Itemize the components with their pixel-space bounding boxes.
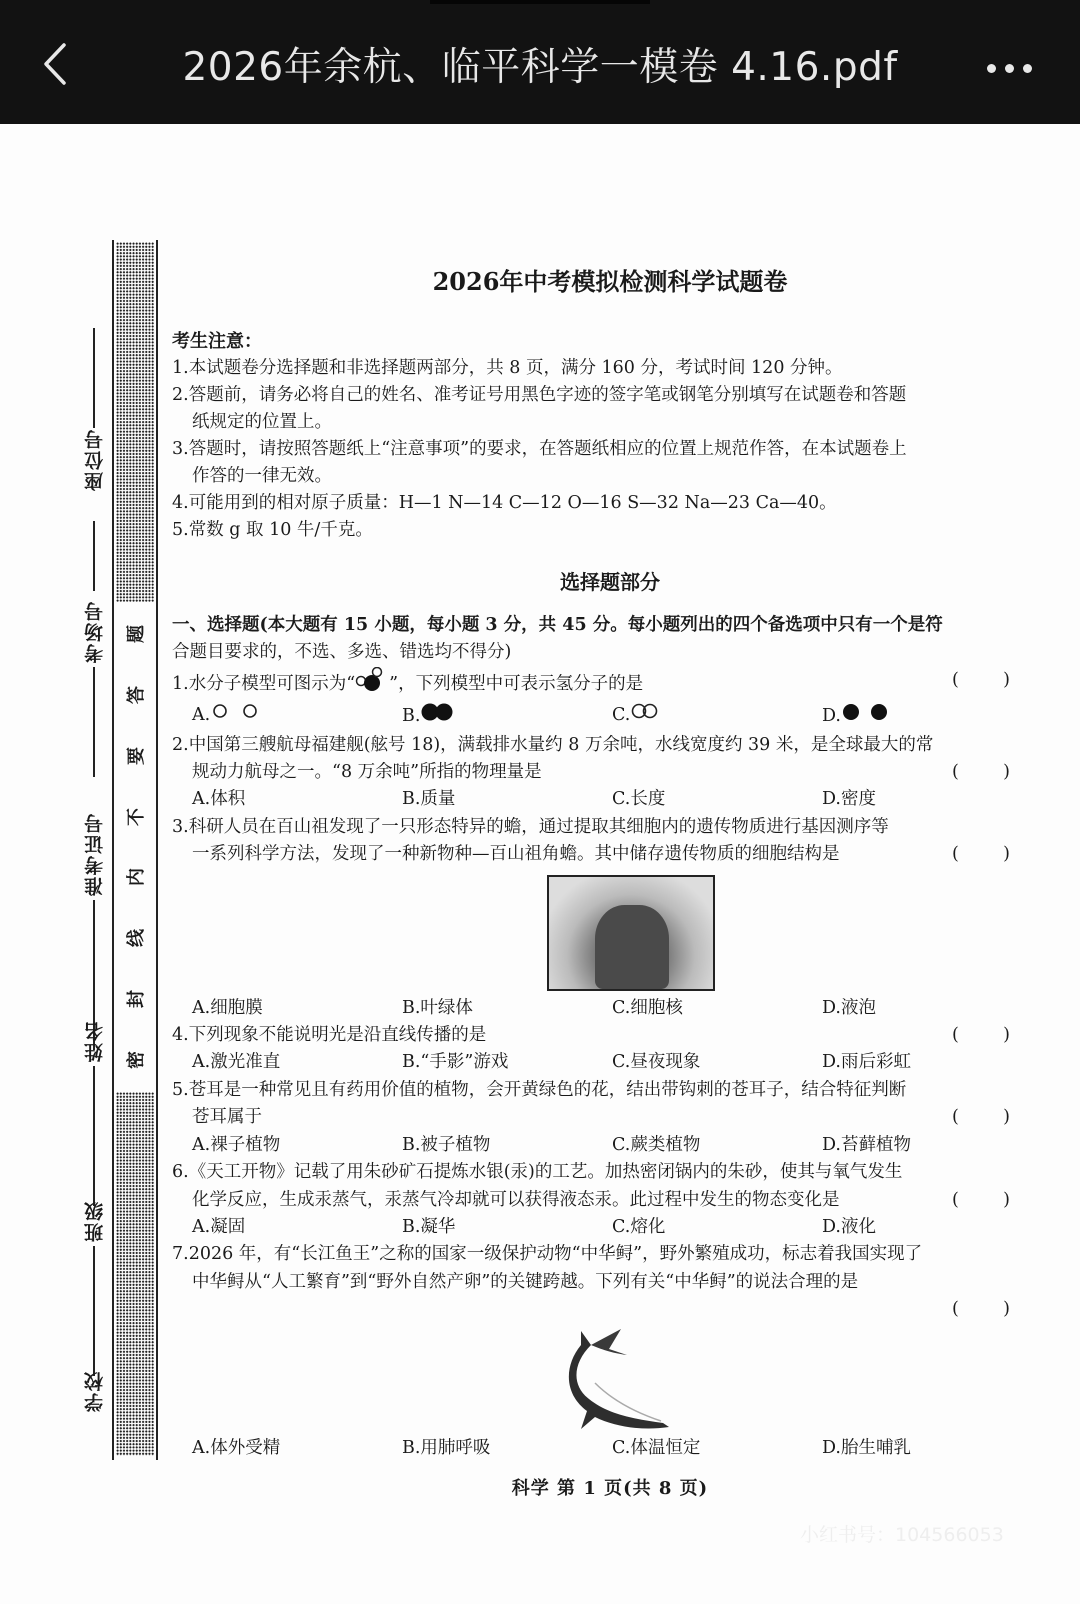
options-q1: [172, 702, 1010, 731]
paren-open: (: [952, 1189, 959, 1210]
field-label: 座位号: [83, 428, 106, 491]
paren-close: ): [1003, 844, 1010, 865]
option-b: B.叶绿体: [402, 997, 473, 1018]
question-text: 苍耳属于: [192, 1107, 262, 1128]
answer-bracket: [952, 759, 1010, 786]
more-horizontal-icon-dot: [1005, 64, 1014, 73]
notes-heading: 考生注意：: [172, 331, 262, 352]
two-joined-white-atoms-icon: [630, 702, 670, 729]
note-item: 3.答题时，请按照答题纸上“注意事项”的要求，在答题纸相应的位置上规范作答，在本试题卷上: [172, 439, 907, 459]
option-c: C.细胞核: [612, 997, 683, 1018]
options-q2: [172, 786, 1010, 813]
two-separate-black-atoms-icon: [841, 702, 893, 731]
seal-char: 要: [126, 746, 147, 765]
option-d: D.密度: [822, 789, 876, 810]
options-q5: [172, 1132, 1010, 1159]
option-c: C.体温恒定: [612, 1438, 701, 1459]
question-list: [172, 612, 1010, 1463]
dotted-pattern-bottom: [116, 1092, 154, 1456]
paren-close: ): [1003, 1025, 1010, 1046]
question-5-cont: [172, 1104, 1010, 1131]
option-d: [822, 702, 893, 731]
more-horizontal-icon-dot: [1023, 64, 1032, 73]
paren-close: ): [1003, 762, 1010, 783]
options-q4: [172, 1049, 1010, 1076]
seal-char: 内: [126, 868, 147, 887]
field-school: [80, 1370, 108, 1412]
more-horizontal-icon: [987, 64, 996, 73]
option-label: D.: [822, 706, 841, 727]
note-item: 2.答题前，请务必将自己的姓名、准考证号用黑色字迹的签字笔或钢笔分别填写在试题卷和答题: [172, 385, 907, 405]
paren-open: (: [952, 1107, 959, 1128]
fill-line: [93, 1066, 95, 1206]
question-text: 化学反应，生成汞蒸气，汞蒸气冷却就可以获得液态汞。此过程中发生的物态变化是: [192, 1189, 840, 1210]
option-c: C.长度: [612, 789, 666, 810]
paren-close: ): [1003, 1189, 1010, 1210]
question-5: 5.苍耳是一种常见且有药用价值的植物，会开黄绿色的花，结出带钩刺的苍耳子，结合特征判断: [172, 1079, 907, 1100]
figure-q3: [172, 869, 1010, 995]
note-item-cont: 纸规定的位置上。: [192, 412, 332, 432]
question-6-cont: [172, 1187, 1010, 1214]
option-b: [402, 702, 612, 731]
option-c: [612, 702, 822, 731]
page-footer: 科学 第 1 页(共 8 页): [511, 1478, 709, 1499]
question-7-cont: 中华鲟从“人工繁育”到“野外自然产卵”的关键跨越。下列有关“中华鲟”的说法合理的是: [192, 1271, 859, 1292]
field-exam-room: [80, 600, 108, 777]
field-admission-number: [80, 812, 108, 1050]
water-molecule-icon: [355, 667, 389, 702]
paren-close: ): [1003, 669, 1010, 690]
fill-line: [93, 1246, 95, 1376]
back-button[interactable]: [30, 36, 80, 96]
option-c: C.蕨类植物: [612, 1134, 701, 1155]
fill-line: [93, 521, 95, 591]
note-item-cont: 作答的一律无效。: [192, 466, 332, 486]
field-name: [80, 1020, 108, 1206]
question-text: 4.下列现象不能说明光是沿直线传播的是: [172, 1025, 487, 1046]
toad-silhouette: [595, 905, 669, 989]
option-b: B.用肺呼吸: [402, 1438, 491, 1459]
two-joined-black-atoms-icon: [420, 702, 460, 731]
exam-title: 2026年中考模拟检测科学试题卷: [432, 267, 788, 296]
more-options-button[interactable]: [974, 44, 1044, 92]
field-label: 准考证号: [83, 812, 106, 896]
section-intro: 一、选择题(本大题有 15 小题，每小题 3 分，共 45 分。每小题列出的四个备选项中只有一个是符: [172, 615, 943, 635]
question-3-cont: [172, 841, 1010, 868]
seal-char: 密: [126, 1050, 147, 1069]
option-label: C.: [612, 705, 631, 726]
question-text: 1.水分子模型可图示为“: [172, 674, 356, 695]
section-intro: 合题目要求的，不选、多选、错选均不得分): [172, 642, 512, 663]
answer-bracket: [952, 841, 1010, 868]
question-6: 6.《天工开物》记载了用朱砂矿石提炼水银(汞)的工艺。加热密闭锅内的朱砂，使其与氧气发生: [172, 1162, 903, 1183]
binding-margin-strip: [112, 240, 158, 1460]
field-label: 学校: [83, 1370, 106, 1412]
chevron-left-icon: [42, 42, 68, 90]
paren-close: ): [1003, 1107, 1010, 1128]
field-label: 考场号: [83, 600, 106, 663]
option-a: A.细胞膜: [192, 997, 263, 1018]
answer-bracket: [952, 667, 1010, 694]
field-seat-number: [80, 328, 108, 591]
option-d: D.液化: [822, 1216, 876, 1237]
two-separate-white-atoms-icon: [210, 702, 270, 729]
answer-bracket: [952, 1187, 1010, 1214]
seal-char: 题: [126, 625, 147, 644]
note-item: 1.本试题卷分选择题和非选择题两部分，共 8 页，满分 160 分，考试时间 120 分钟。: [172, 358, 843, 378]
field-label: 班级: [83, 1200, 106, 1242]
seal-char: 答: [126, 686, 147, 705]
paren-open: (: [952, 1299, 959, 1320]
question-1: [172, 667, 1010, 702]
option-b: B.“手影”游戏: [402, 1052, 509, 1073]
watermark: 小红书号：104566053: [800, 1524, 1004, 1546]
answer-bracket: [952, 1022, 1010, 1049]
question-text: 规动力航母之一。“8 万余吨”所指的物理量是: [192, 762, 542, 783]
seal-char: 封: [126, 989, 147, 1008]
figure-q7: [172, 1323, 1010, 1435]
option-b: B.凝华: [402, 1216, 456, 1237]
option-d: D.苔藓植物: [822, 1134, 911, 1155]
question-7-bracket-line: [172, 1296, 1010, 1323]
option-c: C.熔化: [612, 1216, 666, 1237]
question-2: 2.中国第三艘航母福建舰(舷号 18)，满载排水量约 8 万余吨，水线宽度约 39 米，是全球最大的常: [172, 734, 934, 755]
question-text: 一系列科学方法，发现了一种新物种—百山祖角蟾。其中储存遗传物质的细胞结构是: [192, 844, 840, 865]
note-item: 5.常数 g 取 10 牛/千克。: [172, 520, 373, 540]
option-a: A.裸子植物: [192, 1134, 281, 1155]
paren-open: (: [952, 762, 959, 783]
note-item: 4.可能用到的相对原子质量：H—1 N—14 C—12 O—16 S—32 Na—23 Ca—40。: [172, 493, 837, 513]
question-2-cont: [172, 759, 1010, 786]
option-label: B.: [402, 706, 421, 727]
toad-photo: [547, 875, 715, 991]
options-q3: [172, 995, 1010, 1022]
option-a: A.激光准直: [192, 1052, 281, 1073]
paren-close: ): [1003, 1299, 1010, 1320]
option-d: D.胎生哺乳: [822, 1438, 911, 1459]
answer-bracket: [952, 1104, 1010, 1131]
fill-line: [93, 328, 95, 428]
option-a: [192, 702, 402, 731]
section-title: 选择题部分: [560, 570, 660, 594]
option-c: C.昼夜现象: [612, 1052, 701, 1073]
document-title: 2026年余杭、临平科学一模卷 4.16.pdf: [182, 45, 898, 90]
paren-open: (: [952, 844, 959, 865]
question-3: 3.科研人员在百山祖发现了一只形态特异的蟾，通过提取其细胞内的遗传物质进行基因测序等: [172, 816, 889, 837]
option-a: A.体外受精: [192, 1438, 281, 1459]
field-label: 姓名: [83, 1020, 106, 1062]
question-7: 7.2026 年，有“长江鱼王”之称的国家一级保护动物“中华鲟”，野外繁殖成功，标志着我国实现了: [172, 1244, 923, 1265]
option-b: B.被子植物: [402, 1134, 491, 1155]
paren-open: (: [952, 1025, 959, 1046]
field-class: [80, 1200, 108, 1376]
question-4: [172, 1022, 1010, 1049]
option-d: D.液泡: [822, 997, 876, 1018]
option-label: A.: [192, 705, 211, 726]
dotted-pattern-top: [116, 242, 154, 602]
sturgeon-drawing: [551, 1323, 691, 1435]
options-q6: [172, 1214, 1010, 1241]
seal-char: 线: [126, 929, 147, 948]
fill-line: [93, 667, 95, 777]
top-bar: [0, 0, 1080, 124]
paren-open: (: [952, 669, 959, 690]
seal-char: 不: [126, 807, 147, 826]
option-d: D.雨后彩虹: [822, 1052, 911, 1073]
option-b: B.质量: [402, 789, 456, 810]
option-a: A.凝固: [192, 1216, 246, 1237]
seal-line-notice: [114, 604, 156, 1090]
options-q7: [172, 1435, 1010, 1462]
answer-bracket: [952, 1296, 1010, 1323]
status-notch: [430, 0, 650, 4]
option-a: A.体积: [192, 789, 246, 810]
candidate-notes: [172, 328, 1017, 544]
question-text: ”，下列模型中可表示氢分子的是: [389, 674, 644, 695]
